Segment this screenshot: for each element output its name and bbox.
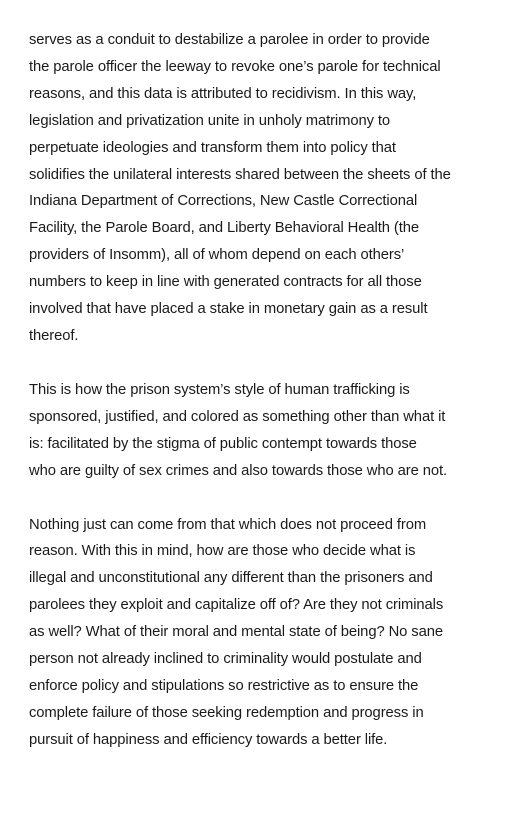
text-line: This is how the prison system’s style of human trafficking is: [29, 381, 410, 398]
paragraph-1: [29, 27, 504, 350]
text-line: Facility, the Parole Board, and Liberty Behavioral Health (the: [29, 220, 419, 237]
text-line: as well? What of their moral and mental state of being? No sane: [29, 624, 443, 641]
text-line: pursuit of happiness and efficiency towards a better life.: [29, 731, 388, 748]
text-line: Indiana Department of Corrections, New Castle Correctional: [29, 193, 418, 210]
text-line: the parole officer the leeway to revoke one’s parole for technical: [29, 58, 441, 75]
text-line: complete failure of those seeking redemption and progress in: [29, 704, 424, 721]
text-line: serves as a conduit to destabilize a parolee in order to provide: [29, 32, 430, 48]
document-body: [29, 27, 504, 781]
text-line: parolees they exploit and capitalize off of? Are they not criminals: [29, 597, 444, 614]
text-line: sponsored, justified, and colored as something other than what it: [29, 408, 446, 425]
text-line: enforce policy and stipulations so restrictive as to ensure the: [29, 677, 419, 694]
text-line: solidifies the unilateral interests shared between the sheets of the: [29, 166, 451, 183]
text-line: person not already inclined to criminality would postulate and: [29, 651, 422, 668]
paragraph-3: [29, 512, 504, 754]
text-line: reasons, and this data is attributed to recidivism. In this way,: [29, 85, 417, 102]
text-line: reason. With this in mind, how are those who decide what is: [29, 543, 416, 560]
text-line: legislation and privatization unite in unholy matrimony to: [29, 112, 391, 129]
text-line: illegal and unconstitutional any different than the prisoners and: [29, 570, 433, 587]
text-line: involved that have placed a stake in monetary gain as a result: [29, 301, 428, 318]
text-line: who are guilty of sex crimes and also towards those who are not.: [29, 462, 447, 479]
paragraph-2: [29, 377, 504, 485]
text-line: Nothing just can come from that which does not proceed from: [29, 516, 427, 533]
text-line: numbers to keep in line with generated contracts for all those: [29, 274, 422, 291]
text-line: perpetuate ideologies and transform them into policy that: [29, 139, 396, 156]
text-line: is: facilitated by the stigma of public contempt towards those: [29, 435, 417, 452]
text-line: providers of Insomm), all of whom depend on each others’: [29, 247, 405, 264]
text-line: thereof.: [29, 327, 79, 344]
